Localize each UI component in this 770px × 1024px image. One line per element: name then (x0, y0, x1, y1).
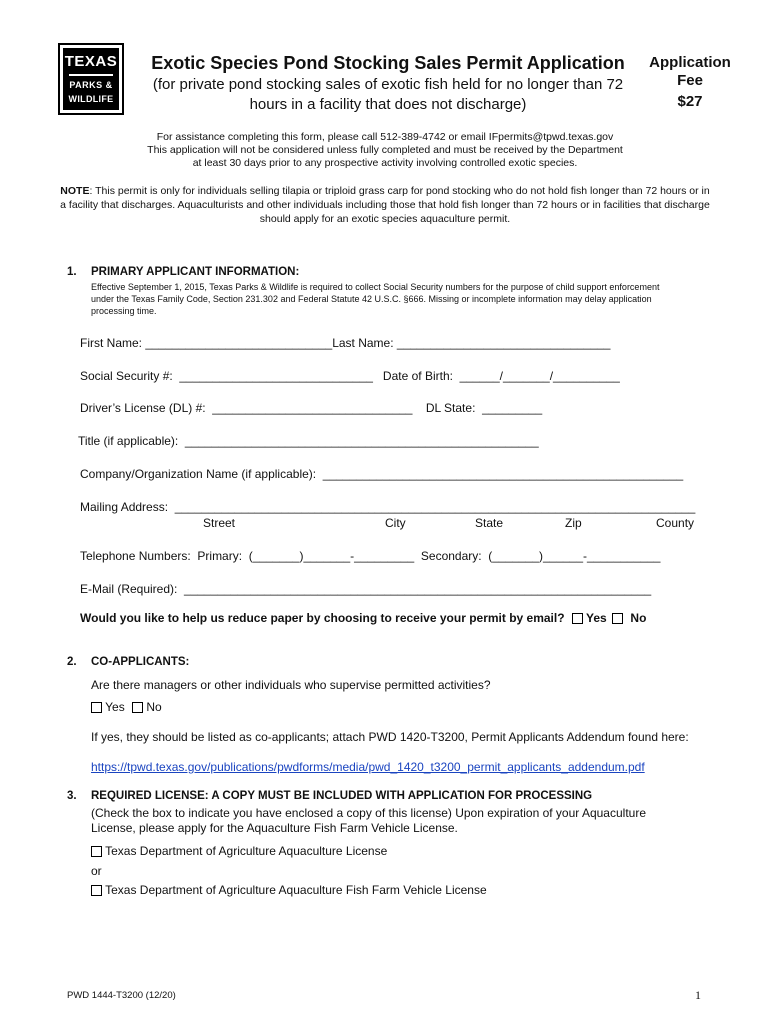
email-permit-question-row (80, 611, 646, 625)
section-3-title: REQUIRED LICENSE: A COPY MUST BE INCLUDED WITH APPLICATION FOR PROCESSING (91, 790, 593, 802)
email-yes-label: Yes (586, 611, 607, 625)
logo-text-wildlife: WILDLIFE (68, 94, 114, 104)
assistance-line-2: This application will not be considered unless fully completed and must be received by the Department (147, 144, 623, 156)
form-id: PWD 1444-T3200 (12/20) (67, 990, 176, 1001)
form-subtitle: (for private pond stocking sales of exotic fish held for no longer than 72 hours in a facility that does not discharge) (152, 76, 624, 113)
co-applicant-no-checkbox[interactable] (132, 702, 143, 713)
section-1-number: 1. (67, 266, 77, 278)
or-label: or (91, 864, 102, 878)
email-permit-question: Would you like to help us reduce paper by choosing to receive your permit by email? (80, 611, 565, 625)
assistance-line-3: at least 30 days prior to any prospective activity involving controlled exotic species. (192, 157, 578, 169)
state-label: State (475, 516, 504, 530)
email-field[interactable]: E-Mail (Required): ______________________________________________________________________ (80, 582, 652, 596)
license-option-2-row (91, 883, 487, 897)
fee-amount: $27 (677, 93, 703, 110)
co-applicant-instructions: If yes, they should be listed as co-applicants; attach PWD 1420-T3200, Permit Applicants Addendum found here: (91, 730, 689, 744)
permit-note (60, 184, 710, 226)
form-title: Exotic Species Pond Stocking Sales Permit Application (151, 53, 625, 73)
section-2-number: 2. (67, 656, 77, 668)
addendum-link-text[interactable]: https://tpwd.texas.gov/publications/pwdforms/media/pwd_1420_t3200_permit_applicants_addendum.pdf (91, 760, 645, 774)
email-no-checkbox[interactable] (612, 613, 623, 624)
page-number: 1 (695, 988, 701, 1002)
assistance-notes (60, 131, 710, 170)
section-1-title: PRIMARY APPLICANT INFORMATION: (91, 266, 300, 278)
aquaculture-license-label: Texas Department of Agriculture Aquaculture License (105, 844, 388, 858)
name-fields[interactable]: First Name: ____________________________Last Name: ________________________________ (80, 336, 611, 350)
street-label: Street (203, 516, 236, 530)
mailing-address-field[interactable]: Mailing Address: ______________________________________________________________________________ (80, 500, 696, 514)
vehicle-license-label: Texas Department of Agriculture Aquaculture Fish Farm Vehicle License (105, 883, 487, 897)
section-3-number: 3. (67, 790, 77, 802)
co-applicant-yes-checkbox[interactable] (91, 702, 102, 713)
city-label: City (385, 516, 406, 530)
email-no-label: No (630, 611, 647, 625)
title-field[interactable]: Title (if applicable): _____________________________________________________ (78, 434, 539, 448)
section-2-title: CO-APPLICANTS: (91, 656, 190, 668)
drivers-license-fields[interactable]: Driver’s License (DL) #: ______________________________ DL State: _________ (80, 401, 543, 415)
fee-label-2: Fee (677, 72, 703, 89)
logo-text-parks: PARKS & (69, 80, 113, 90)
note-text: : This permit is only for individuals selling tilapia or triploid grass carp for pond stocking who do not hold fish longer than 72 hours or in a facility that discharges. Aquaculturists and other individuals including those that hold fish longer than 72 hours or in facilities that discharge should apply for an exotic species aquaculture permit. (60, 185, 710, 225)
fee-block (640, 54, 740, 111)
license-option-1-row (91, 844, 387, 858)
zip-label: Zip (565, 516, 582, 530)
logo-rule (69, 74, 113, 76)
ssn-notice: Effective September 1, 2015, Texas Parks & Wildlife is required to collect Social Security numbers for the purpose of child support enforcement under the Texas Family Code, Section 231.302 and Federal Statute 42 U.S.C. §666. Missing or incomplete information may delay application processing time. (91, 282, 660, 316)
county-label: County (656, 516, 695, 530)
email-yes-checkbox[interactable] (572, 613, 583, 624)
assistance-line-1: For assistance completing this form, please call 512-389-4742 or email IFpermits@tpwd.texas.gov (156, 131, 614, 143)
co-applicant-choice-row (91, 700, 162, 714)
company-field[interactable]: Company/Organization Name (if applicable): ______________________________________________________ (80, 467, 684, 481)
aquaculture-license-checkbox[interactable] (91, 846, 102, 857)
addendum-link[interactable] (91, 760, 645, 775)
co-applicant-yes-label: Yes (105, 700, 125, 714)
ssn-dob-fields[interactable]: Social Security #: _____________________________ Date of Birth: ______/_______/__________ (80, 369, 620, 383)
note-label: NOTE (60, 185, 90, 197)
vehicle-license-checkbox[interactable] (91, 885, 102, 896)
fee-label-1: Application (649, 54, 731, 71)
co-applicant-no-label: No (146, 700, 162, 714)
tpwd-logo (58, 43, 124, 115)
telephone-fields[interactable]: Telephone Numbers: Primary: (_______)_______-_________ Secondary: (_______)______-___________ (80, 549, 661, 563)
co-applicant-question: Are there managers or other individuals who supervise permitted activities? (91, 678, 491, 692)
license-instructions: (Check the box to indicate you have enclosed a copy of this license) Upon expiration of your Aquaculture License, please apply for the Aquaculture Fish Farm Vehicle License. (91, 806, 646, 835)
logo-text-texas: TEXAS (64, 53, 118, 70)
